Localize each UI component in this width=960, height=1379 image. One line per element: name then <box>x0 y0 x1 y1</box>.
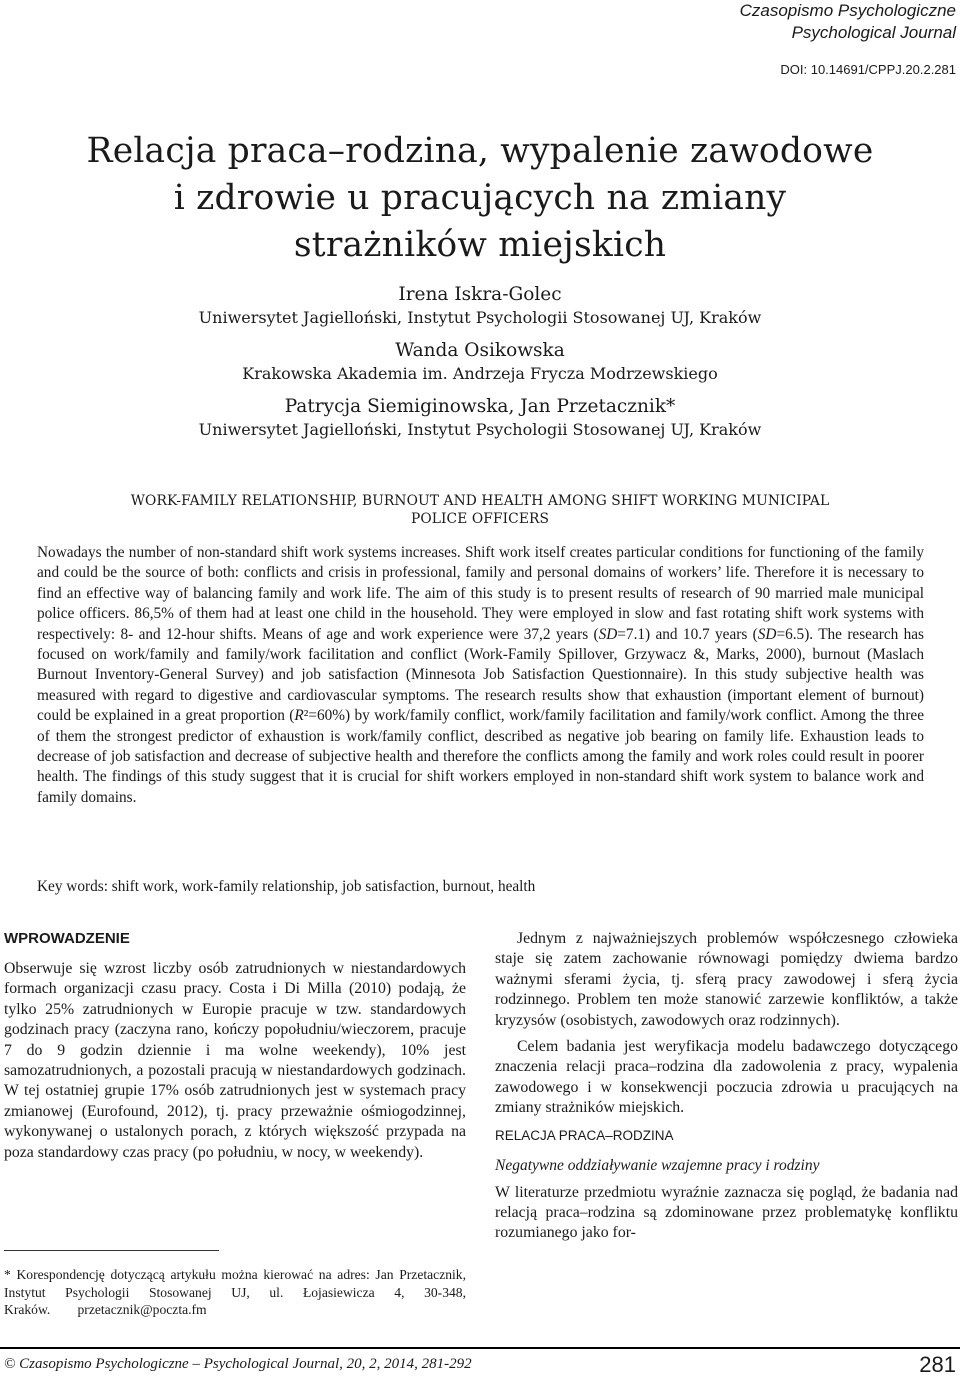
contact-email[interactable]: przetacznik@poczta.fm <box>77 1302 207 1317</box>
author-block <box>0 283 960 329</box>
article-title-line: i zdrowie u pracujących na zmiany <box>173 178 787 218</box>
footnote-divider <box>4 1250 219 1251</box>
footer-citation: © Czasopismo Psychologiczne – Psychological Journal, 20, 2, 2014, 281-292 <box>4 1356 472 1372</box>
author-affiliation: Uniwersytet Jagielloński, Instytut Psychologii Stosowanej UJ, Kraków <box>198 420 762 439</box>
body-paragraph: Celem badania jest weryfikacja modelu badawczego dotyczącego znaczenia relacji praca–rodzina dla zadowolenia z pracy, wypalenia zawodowego i w konsekwencji poczucia zdrowia u pracujących na zmiany strażników miejskich. <box>495 1038 958 1117</box>
footer-divider <box>0 1347 960 1349</box>
author-list <box>0 283 960 451</box>
author-affiliation: Krakowska Akademia im. Andrzeja Frycza Modrzewskiego <box>242 364 718 383</box>
right-column <box>495 929 958 1250</box>
keywords: Key words: shift work, work-family relationship, job satisfaction, burnout, health <box>37 878 536 895</box>
page-number: 281 <box>919 1352 956 1377</box>
author-name: Patrycja Siemiginowska, Jan Przetacznik* <box>284 396 676 417</box>
section-heading-introduction: WPROWADZENIE <box>4 930 130 947</box>
author-name: Irena Iskra-Golec <box>398 284 562 305</box>
article-title-line: strażników miejskich <box>293 225 667 265</box>
abstract <box>37 543 924 808</box>
author-affiliation: Uniwersytet Jagielloński, Instytut Psychologii Stosowanej UJ, Kraków <box>198 308 762 327</box>
abstract-text: =7.1) and 10.7 years ( <box>617 625 758 643</box>
article-title-line: Relacja praca–rodzina, wypalenie zawodowe <box>86 131 874 171</box>
author-block <box>0 395 960 441</box>
body-paragraph: Jednym z najważniejszych problemów współczesnego człowieka staje się zatem zachowanie równowagi pomiędzy dwiema bardzo ważnymi sferami życia, tj. sferą pracy zawodowej i sferą życia rodzinnego. Problem ten może stanowić zarzewie konfliktów, a także kryzysów (osobistych, zawodowych oraz rodzinnych). <box>495 930 958 1029</box>
body-paragraph: Obserwuje się wzrost liczby osób zatrudnionych w niestandardowych formach organizacji czasu pracy. Costa i Di Milla (2010) podają, że tylko 25% zatrudnionych w Europie pracuje w tzw. standardowych godzinach pracy (zaczyna rano, kończy popołudniu/wieczorem, pracuje 7 do 9 godzin dziennie i ma wolne weekendy), 10% jest samozatrudnionych, a pozostali pracują w niestandardowych godzinach. W tej ostatniej grupie 17% osób zatrudnionych jest w systemach pracy zmianowej (Eurofound, 2012), tj. pracy przeważnie ośmiogodzinnej, wykonywanej o ustalonych porach, z których większość przypada na poza standardowy czas pracy (po południu, w nocy, w weekendy). <box>4 960 466 1161</box>
abstract-text: ²=60%) by work/family conflict, work/family facilitation and family/work conflict. Among the three of them the strongest predictor of exhaustion is work/family conflict, described as negative job bearing on family life. Exhaustion leads to decrease of job satisfaction and decrease of subjective health and therefore the conflicts among the family and work roles could result in poorer health. The findings of this study suggest that it is crucial for shift workers employed in non-standard shift work system to balance work and family domains. <box>37 707 924 806</box>
correspondence-footnote <box>4 1266 466 1319</box>
footnote-text: * Korespondencję dotyczącą artykułu można kierować na adres: Jan Przetacznik, Instytut Psychologii Stosowanej UJ, ul. Łojasiewicza 4, 30-348, Kraków. <box>4 1267 466 1317</box>
article-title <box>0 128 960 269</box>
sd-symbol: SD <box>757 625 777 643</box>
doi: DOI: 10.14691/CPPJ.20.2.281 <box>780 62 956 77</box>
abstract-text: Nowadays the number of non-standard shift work systems increases. Shift work itself creates particular conditions for functioning of the family and could be the source of both: conflicts and crisis in professional, family and personal domains of workers’ life. Therefore it is necessary to find an effective way of balancing family and work life. The aim of this study is to present results of research of 90 married male municipal police officers. 86,5% of them had at least one child in the household. They were employed in slow and fast rotating shift work systems with respectively: 8- and 12-hour shifts. Means of age and work experience were 37,2 years ( <box>37 544 924 643</box>
section-heading-work-family: RELACJA PRACA–RODZINA <box>495 1127 674 1143</box>
abstract-text: =6.5). The research has focused on work/family and family/work facilitation and conflict (Work-Family Spillover, Grzywacz &, Marks, 2000), burnout (Maslach Burnout Inventory-General Survey) and job satisfaction (Minnesota Job Satisfaction Questionnaire). In this study subjective health was measured with regard to digestive and cardiovascular symptoms. The research results show that exhaustion (important element of burnout) could be explained in a great proportion ( <box>37 625 924 725</box>
journal-name-polish: Czasopismo Psychologiczne <box>739 1 956 20</box>
journal-name <box>740 0 956 44</box>
subsection-heading: Negatywne oddziaływanie wzajemne pracy i rodziny <box>495 1156 820 1174</box>
english-title-line: WORK-FAMILY RELATIONSHIP, BURNOUT AND HEALTH AMONG SHIFT WORKING MUNICIPAL <box>130 493 830 509</box>
r2-symbol: R <box>294 707 304 725</box>
sd-symbol: SD <box>598 625 618 643</box>
english-title-line: POLICE OFFICERS <box>410 511 550 527</box>
author-block <box>0 339 960 385</box>
body-paragraph: W literaturze przedmiotu wyraźnie zaznacza się pogląd, że badania nad relacją praca–rodzina są zdominowane przez problematykę konfliktu rozumianego jako for- <box>495 1183 958 1242</box>
journal-name-english: Psychological Journal <box>791 23 956 42</box>
english-title <box>0 492 960 528</box>
left-column <box>4 929 466 1169</box>
author-name: Wanda Osikowska <box>395 340 565 361</box>
